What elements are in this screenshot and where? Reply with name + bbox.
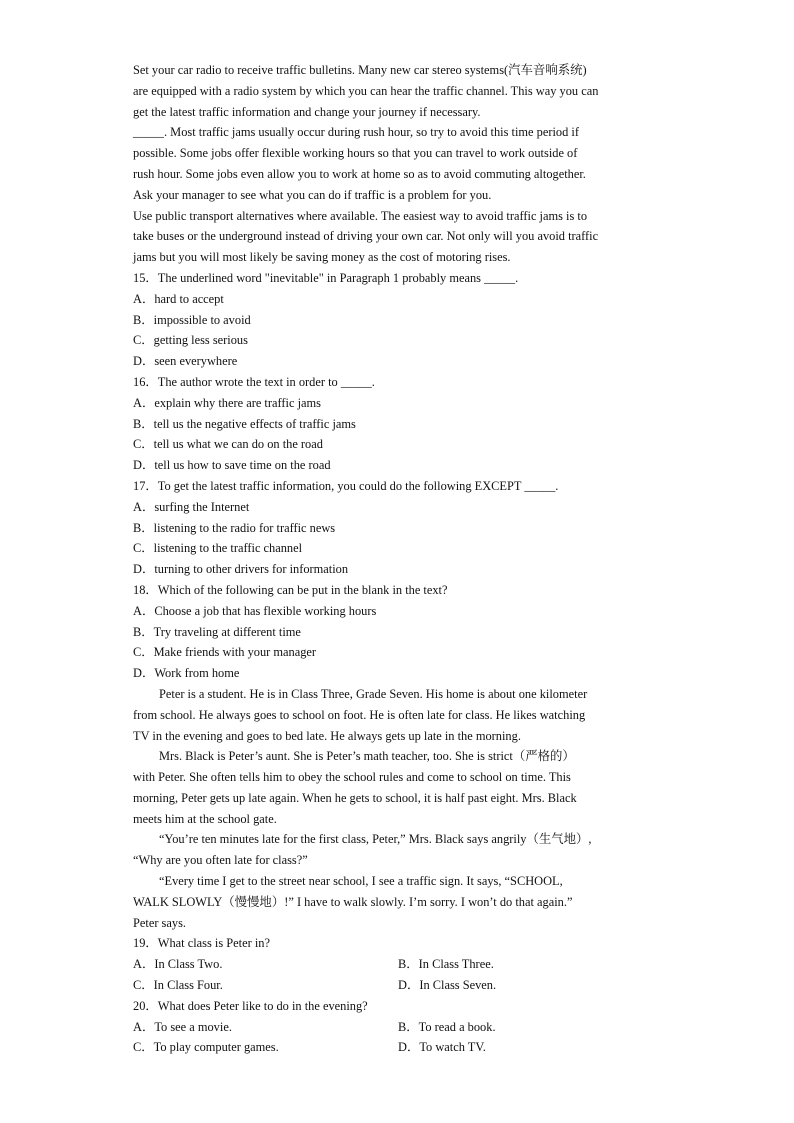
option-a: A．explain why there are traffic jams: [133, 395, 321, 410]
passage-line: from school. He always goes to school on foot. He is often late for class. He likes watching: [133, 707, 586, 722]
passage-line: WALK SLOWLY（慢慢地）!” I have to walk slowly. I’m sorry. I won’t do that again.”: [133, 894, 573, 909]
option-b: B．To read a book.: [398, 1019, 496, 1034]
passage-line: rush hour. Some jobs even allow you to work at home so as to avoid commuting altogether.: [133, 166, 586, 181]
question-stem: 18．Which of the following can be put in the blank in the text?: [133, 582, 448, 597]
option-a: A．surfing the Internet: [133, 499, 250, 514]
option-c: C．tell us what we can do on the road: [133, 437, 323, 452]
question-stem: 16．The author wrote the text in order to _____.: [133, 374, 375, 389]
options-row: [133, 1037, 663, 1058]
question-stem: 20．What does Peter like to do in the evening?: [133, 998, 368, 1013]
options-row: [133, 954, 663, 975]
question-20: [133, 996, 663, 1058]
passage-line: “You’re ten minutes late for the first class, Peter,” Mrs. Black says angrily（生气地）,: [159, 832, 592, 847]
option-a: A．To see a movie.: [133, 1019, 232, 1034]
option-b: B．Try traveling at different time: [133, 624, 301, 639]
option-d: D．Work from home: [133, 666, 240, 681]
option-b: B．impossible to avoid: [133, 312, 251, 327]
passage-line: meets him at the school gate.: [133, 811, 277, 826]
passage-line: _____. Most traffic jams usually occur during rush hour, so try to avoid this time period if: [133, 125, 579, 140]
passage-line: Use public transport alternatives where available. The easiest way to avoid traffic jams is to: [133, 208, 588, 223]
option-b: B．tell us the negative effects of traffic jams: [133, 416, 356, 431]
question-15: [133, 268, 663, 372]
passage-line: are equipped with a radio system by which you can hear the traffic channel. This way you can: [133, 83, 599, 98]
document-page: [133, 60, 663, 1058]
question-17: [133, 476, 663, 580]
option-d: D．To watch TV.: [398, 1040, 486, 1055]
passage-line: Peter is a student. He is in Class Three, Grade Seven. His home is about one kilometer: [159, 686, 588, 701]
option-b: B．In Class Three.: [398, 957, 494, 972]
option-c: C．getting less serious: [133, 333, 248, 348]
passage-line: morning, Peter gets up late again. When he gets to school, it is half past eight. Mrs. Black: [133, 790, 577, 805]
passage-line: TV in the evening and goes to bed late. He always gets up late in the morning.: [133, 728, 521, 743]
passage-line: get the latest traffic information and change your journey if necessary.: [133, 104, 481, 119]
option-d: D．turning to other drivers for information: [133, 562, 349, 577]
passage-line: take buses or the underground instead of driving your own car. Not only will you avoid traffic: [133, 229, 599, 244]
passage-line: “Every time I get to the street near school, I see a traffic sign. It says, “SCHOOL,: [159, 874, 563, 889]
passage-line: “Why are you often late for class?”: [133, 853, 308, 868]
option-a: A．hard to accept: [133, 291, 224, 306]
question-19: [133, 933, 663, 995]
question-stem: 15．The underlined word "inevitable" in Paragraph 1 probably means _____.: [133, 270, 519, 285]
option-c: C．In Class Four.: [133, 978, 223, 993]
question-stem: 19．What class is Peter in?: [133, 936, 270, 951]
option-c: C．Make friends with your manager: [133, 645, 317, 660]
option-c: C．listening to the traffic channel: [133, 541, 303, 556]
option-a: A．In Class Two.: [133, 957, 223, 972]
question-stem: 17．To get the latest traffic information, you could do the following EXCEPT _____.: [133, 478, 559, 493]
option-d: D．tell us how to save time on the road: [133, 458, 331, 473]
question-18: [133, 580, 663, 684]
passage-line: with Peter. She often tells him to obey the school rules and come to school on time. This: [133, 770, 571, 785]
option-a: A．Choose a job that has flexible working hours: [133, 603, 377, 618]
passage-line: jams but you will most likely be saving money as the cost of motoring rises.: [133, 250, 511, 265]
question-16: [133, 372, 663, 476]
passage-1: [133, 60, 663, 268]
passage-line: Mrs. Black is Peter’s aunt. She is Peter’s math teacher, too. She is strict（严格的）: [159, 749, 575, 764]
passage-line: Ask your manager to see what you can do if traffic is a problem for you.: [133, 187, 492, 202]
option-c: C．To play computer games.: [133, 1040, 279, 1055]
option-d: D．seen everywhere: [133, 354, 238, 369]
passage-line: Peter says.: [133, 915, 186, 930]
passage-line: Set your car radio to receive traffic bulletins. Many new car stereo systems(汽车音响系统): [133, 63, 587, 77]
passage-line: possible. Some jobs offer flexible working hours so that you can travel to work outside of: [133, 146, 578, 161]
options-row: [133, 1017, 663, 1038]
options-row: [133, 975, 663, 996]
option-b: B．listening to the radio for traffic news: [133, 520, 336, 535]
passage-2: [133, 684, 663, 934]
option-d: D．In Class Seven.: [398, 978, 497, 993]
